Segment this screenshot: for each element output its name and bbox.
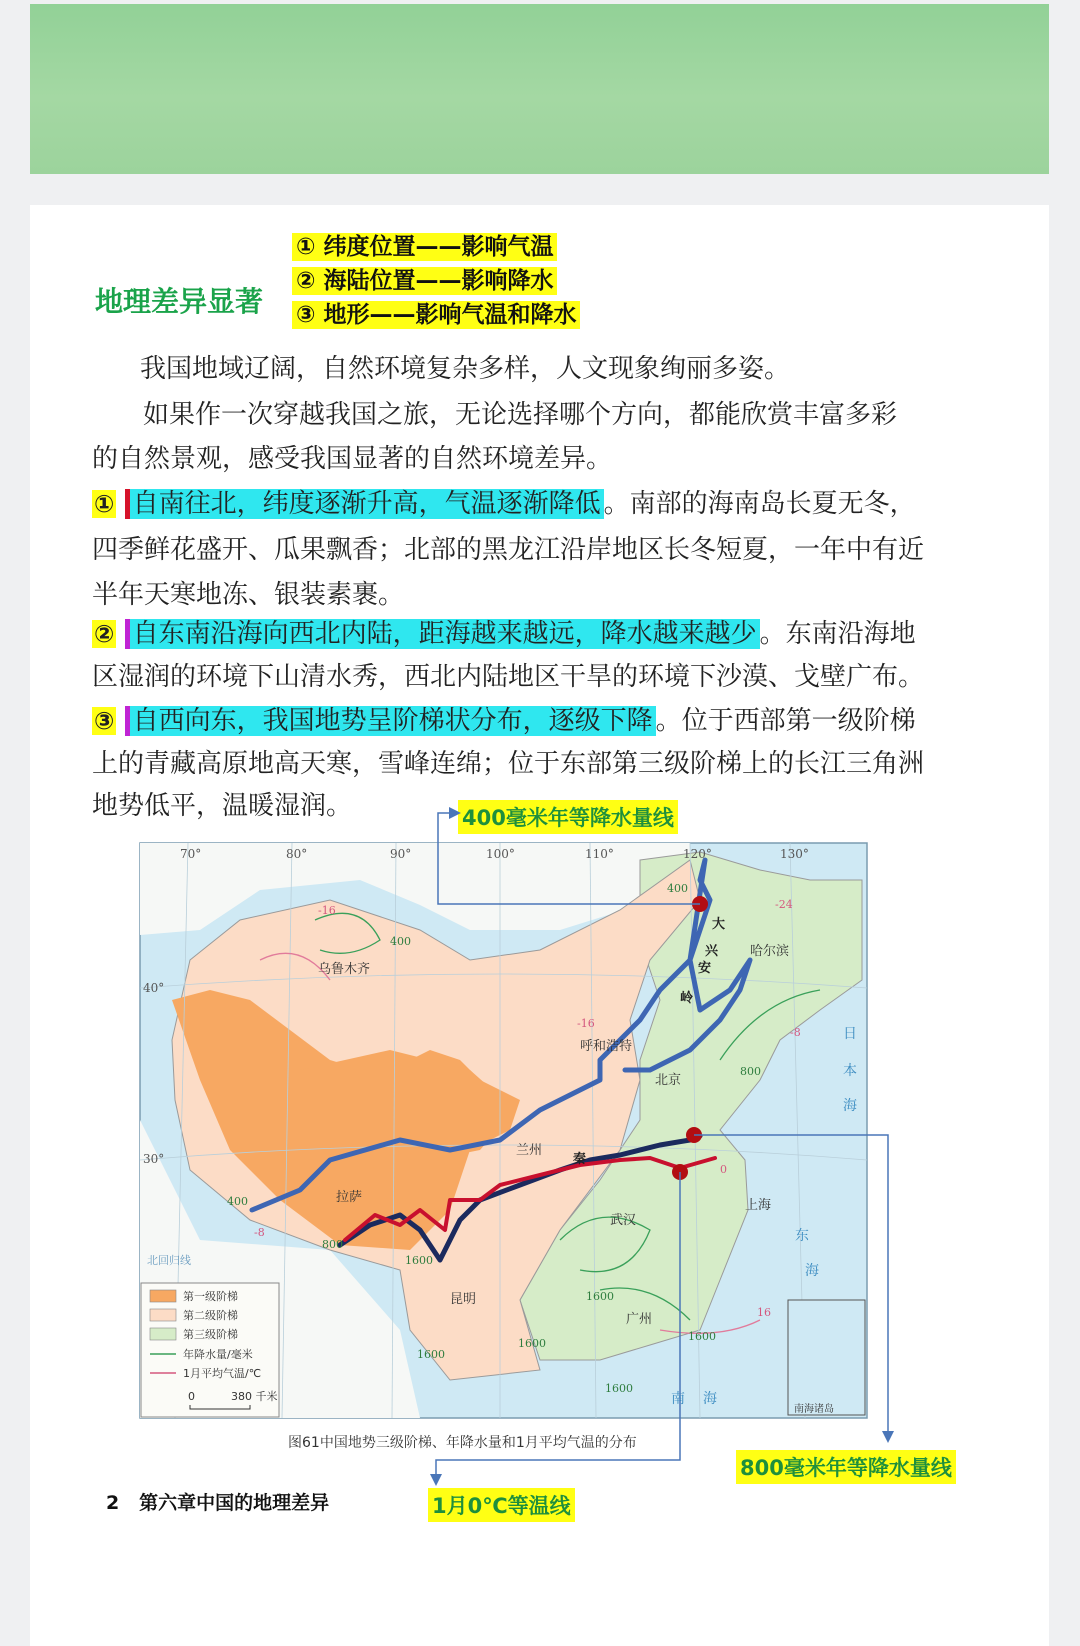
- iso-1600-e: 1600: [688, 1330, 716, 1343]
- range-char-4: 岭: [680, 991, 694, 1006]
- callout-0c-isotherm: 1月0℃等温线: [428, 1488, 575, 1522]
- iso-400-a: 400: [667, 882, 688, 895]
- iso-t-8-a: -8: [790, 1026, 801, 1039]
- lat-40: 40°: [143, 981, 165, 995]
- city-hohhot: 呼和浩特: [580, 1039, 633, 1054]
- intro-line-2: 如果作一次穿越我国之旅，无论选择哪个方向，都能欣赏丰富多彩: [143, 400, 898, 430]
- lat-30: 30°: [143, 1152, 165, 1166]
- factor-terrain: ③ 地形——影响气温和降水: [292, 301, 580, 329]
- map-inset-box: [788, 1300, 865, 1415]
- point-1-highlight: 自南往北，纬度逐渐升高，气温逐渐降低: [125, 489, 604, 519]
- city-urumqi: 乌鲁木齐: [318, 962, 371, 977]
- range-char-3: 安: [698, 961, 712, 976]
- point-2-rest: 。东南沿海地: [759, 619, 916, 649]
- iso-800-a: 800: [740, 1065, 761, 1078]
- city-kunming: 昆明: [450, 1292, 477, 1307]
- iso-1600-a: 1600: [405, 1254, 433, 1267]
- city-lhasa: 拉萨: [336, 1190, 363, 1205]
- point-2-line-2: 区湿润的环境下山清水秀，西北内陆地区干旱的环境下沙漠、戈壁广布。: [92, 662, 925, 692]
- point-2-number: ②: [94, 620, 115, 648]
- sea-japan-3: 海: [843, 1098, 857, 1114]
- callout-400mm-line: 400毫米年等降水量线: [458, 800, 678, 834]
- iso-t-24: -24: [775, 898, 793, 911]
- tropic-label: 北回归线: [147, 1254, 191, 1267]
- lon-70: 70°: [180, 847, 202, 861]
- city-harbin: 哈尔滨: [750, 944, 790, 959]
- lon-120: 120°: [683, 847, 712, 861]
- scale-end: 380 千米: [231, 1390, 278, 1403]
- scale-start: 0: [188, 1390, 195, 1403]
- iso-1600-d: 1600: [518, 1337, 546, 1350]
- city-guangzhou: 广州: [626, 1312, 653, 1327]
- point-1-number: ①: [94, 490, 115, 518]
- point-3-line-3: 地势低平，温暖湿润。: [92, 791, 353, 821]
- point-3-line-2: 上的青藏高原地高天寒，雪峰连绵；位于东部第三级阶梯上的长江三角洲: [92, 749, 925, 779]
- legend-step3: 第三级阶梯: [183, 1328, 238, 1341]
- iso-400-b: 400: [390, 935, 411, 948]
- sea-south-1: 南: [671, 1391, 685, 1407]
- section-heading: 地理差异显著: [95, 285, 264, 318]
- legend-swatch-step2: [150, 1309, 176, 1321]
- legend-precip: 年降水量/毫米: [183, 1348, 253, 1361]
- point-1-rest: 。南部的海南岛长夏无冬，: [603, 489, 916, 519]
- legend-step2: 第二级阶梯: [183, 1309, 238, 1322]
- lon-130: 130°: [780, 847, 809, 861]
- iso-t-16-a: -16: [318, 904, 336, 917]
- iso-t-0: 0: [720, 1163, 727, 1176]
- lon-90: 90°: [390, 847, 412, 861]
- map-inset-label: 南海诸岛: [794, 1404, 834, 1415]
- city-wuhan: 武汉: [610, 1213, 637, 1228]
- iso-400-c: 400: [227, 1195, 248, 1208]
- iso-t-16-pos: 16: [757, 1306, 771, 1319]
- point-3-number: ③: [94, 707, 115, 735]
- sea-east-2: 海: [805, 1263, 819, 1279]
- city-lanzhou: 兰州: [516, 1143, 543, 1158]
- point-3-highlight: 自西向东，我国地势呈阶梯状分布，逐级下降: [125, 706, 656, 736]
- range-char-2: 兴: [705, 944, 719, 959]
- point-1-line-2: 四季鲜花盛开、瓜果飘香；北部的黑龙江沿岸地区长冬短夏，一年中有近: [92, 535, 925, 565]
- intro-line-3: 的自然景观，感受我国显著的自然环境差异。: [92, 444, 613, 474]
- qinling-label: 秦: [573, 1152, 587, 1167]
- point-1-line-3: 半年天寒地冻、银装素裹。: [92, 580, 405, 610]
- lon-110: 110°: [585, 847, 614, 861]
- lon-100: 100°: [486, 847, 515, 861]
- sea-east-1: 东: [795, 1228, 809, 1244]
- legend-temp: 1月平均气温/℃: [183, 1367, 262, 1380]
- point-3-rest: 。位于西部第一级阶梯: [655, 706, 916, 736]
- legend-swatch-step1: [150, 1290, 176, 1302]
- iso-t-16-b: -16: [577, 1017, 595, 1030]
- legend-swatch-step3: [150, 1328, 176, 1340]
- lon-80: 80°: [286, 847, 308, 861]
- city-shanghai: 上海: [745, 1198, 772, 1213]
- iso-1600-b: 1600: [586, 1290, 614, 1303]
- point-2-highlight: 自东南沿海向西北内陆，距海越来越远，降水越来越少: [125, 619, 760, 649]
- factor-latitude: ① 纬度位置——影响气温: [292, 233, 557, 261]
- callout-800mm-line: 800毫米年等降水量线: [736, 1450, 956, 1484]
- legend-step1: 第一级阶梯: [183, 1290, 238, 1303]
- range-char-1: 大: [712, 917, 726, 932]
- iso-1600-f: 1600: [605, 1382, 633, 1395]
- sea-south-2: 海: [703, 1391, 717, 1407]
- sea-japan-2: 本: [843, 1063, 857, 1079]
- intro-line-1: 我国地域辽阔，自然环境复杂多样，人文现象绚丽多姿。: [140, 354, 791, 384]
- sea-japan-1: 日: [843, 1026, 857, 1042]
- iso-1600-c: 1600: [417, 1348, 445, 1361]
- figure-caption: 图61中国地势三级阶梯、年降水量和1月平均气温的分布: [288, 1435, 637, 1451]
- page-footer: 2 第六章中国的地理差异: [106, 1492, 330, 1514]
- factor-land-sea: ② 海陆位置——影响降水: [292, 267, 557, 295]
- iso-t-8-b: -8: [254, 1226, 265, 1239]
- iso-800-b: 800: [322, 1238, 343, 1251]
- city-beijing: 北京: [655, 1073, 682, 1088]
